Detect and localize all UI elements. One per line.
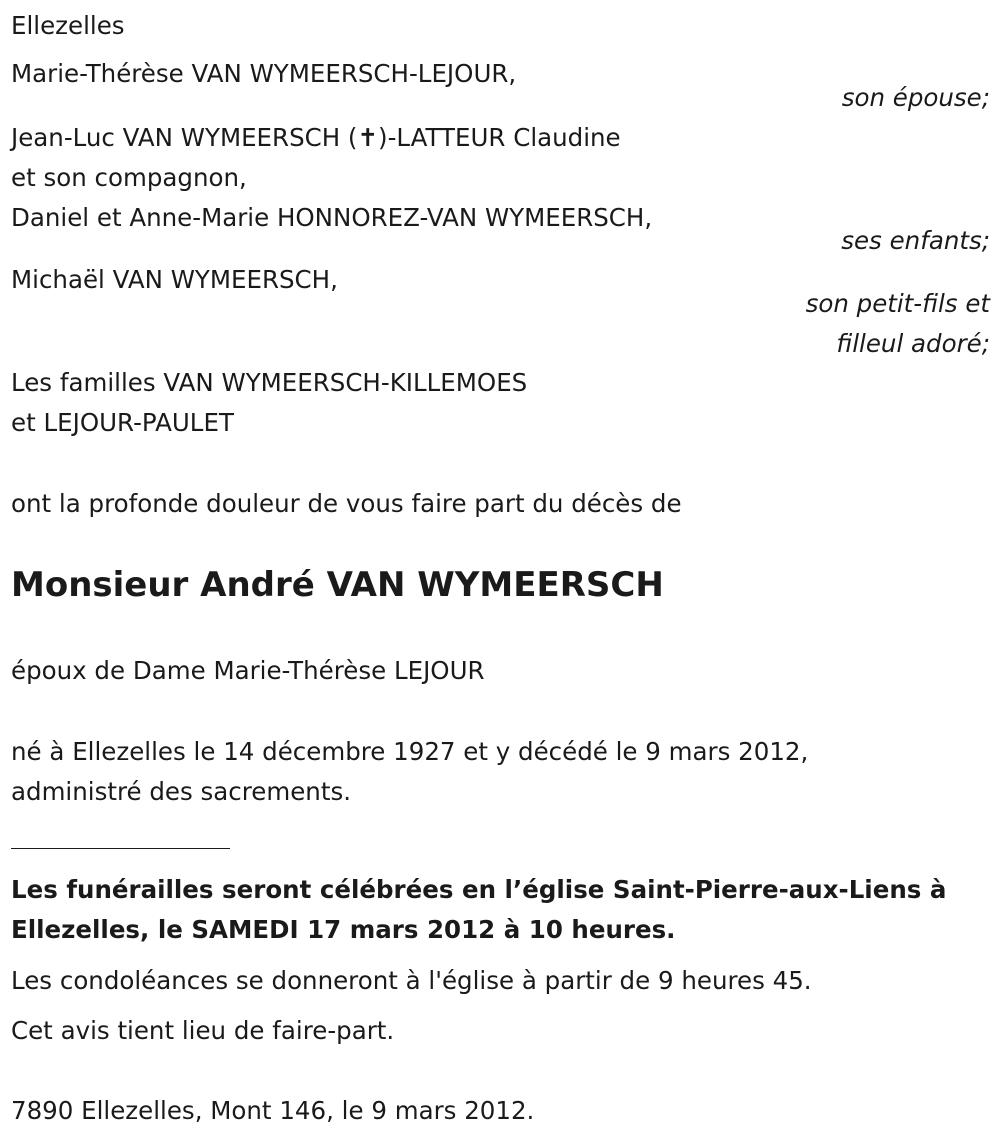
section-divider	[11, 848, 230, 849]
children-line-1: Jean-Luc VAN WYMEERSCH (✝)-LATTEUR Claudine	[11, 123, 621, 152]
children-line-3: Daniel et Anne-Marie HONNOREZ-VAN WYMEERSCH,	[11, 203, 653, 232]
birth-death-line-1: né à Ellezelles le 14 décembre 1927 et y décédé le 9 mars 2012,	[11, 737, 809, 766]
families-line-1: Les familles VAN WYMEERSCH-KILLEMOES	[11, 368, 528, 397]
spouse-name: Marie-Thérèse VAN WYMEERSCH-LEJOUR,	[11, 59, 517, 88]
funeral-line-2: Ellezelles, le SAMEDI 17 mars 2012 à 10 heures.	[11, 915, 676, 944]
announcement-text: ont la profonde douleur de vous faire part du décès de	[11, 489, 682, 518]
grandson-role-line-2: filleul adoré;	[836, 329, 990, 358]
deceased-name: Monsieur André VAN WYMEERSCH	[11, 565, 664, 605]
grandson-name: Michaël VAN WYMEERSCH,	[11, 265, 338, 294]
birth-death-line-2: administré des sacrements.	[11, 777, 351, 806]
locality-heading: Ellezelles	[11, 11, 125, 40]
children-line-2: et son compagnon,	[11, 163, 247, 192]
address-line: 7890 Ellezelles, Mont 146, le 9 mars 2012.	[11, 1096, 535, 1125]
funeral-line-1: Les funérailles seront célébrées en l’église Saint-Pierre-aux-Liens à	[11, 875, 947, 904]
spouse-of-text: époux de Dame Marie-Thérèse LEJOUR	[11, 656, 485, 685]
children-role: ses enfants;	[841, 226, 990, 255]
grandson-role-line-1: son petit-fils et	[805, 289, 990, 318]
families-line-2: et LEJOUR-PAULET	[11, 408, 234, 437]
notice-text: Cet avis tient lieu de faire-part.	[11, 1016, 395, 1045]
condolences-text: Les condoléances se donneront à l'église à partir de 9 heures 45.	[11, 966, 812, 995]
spouse-role: son épouse;	[841, 83, 990, 112]
